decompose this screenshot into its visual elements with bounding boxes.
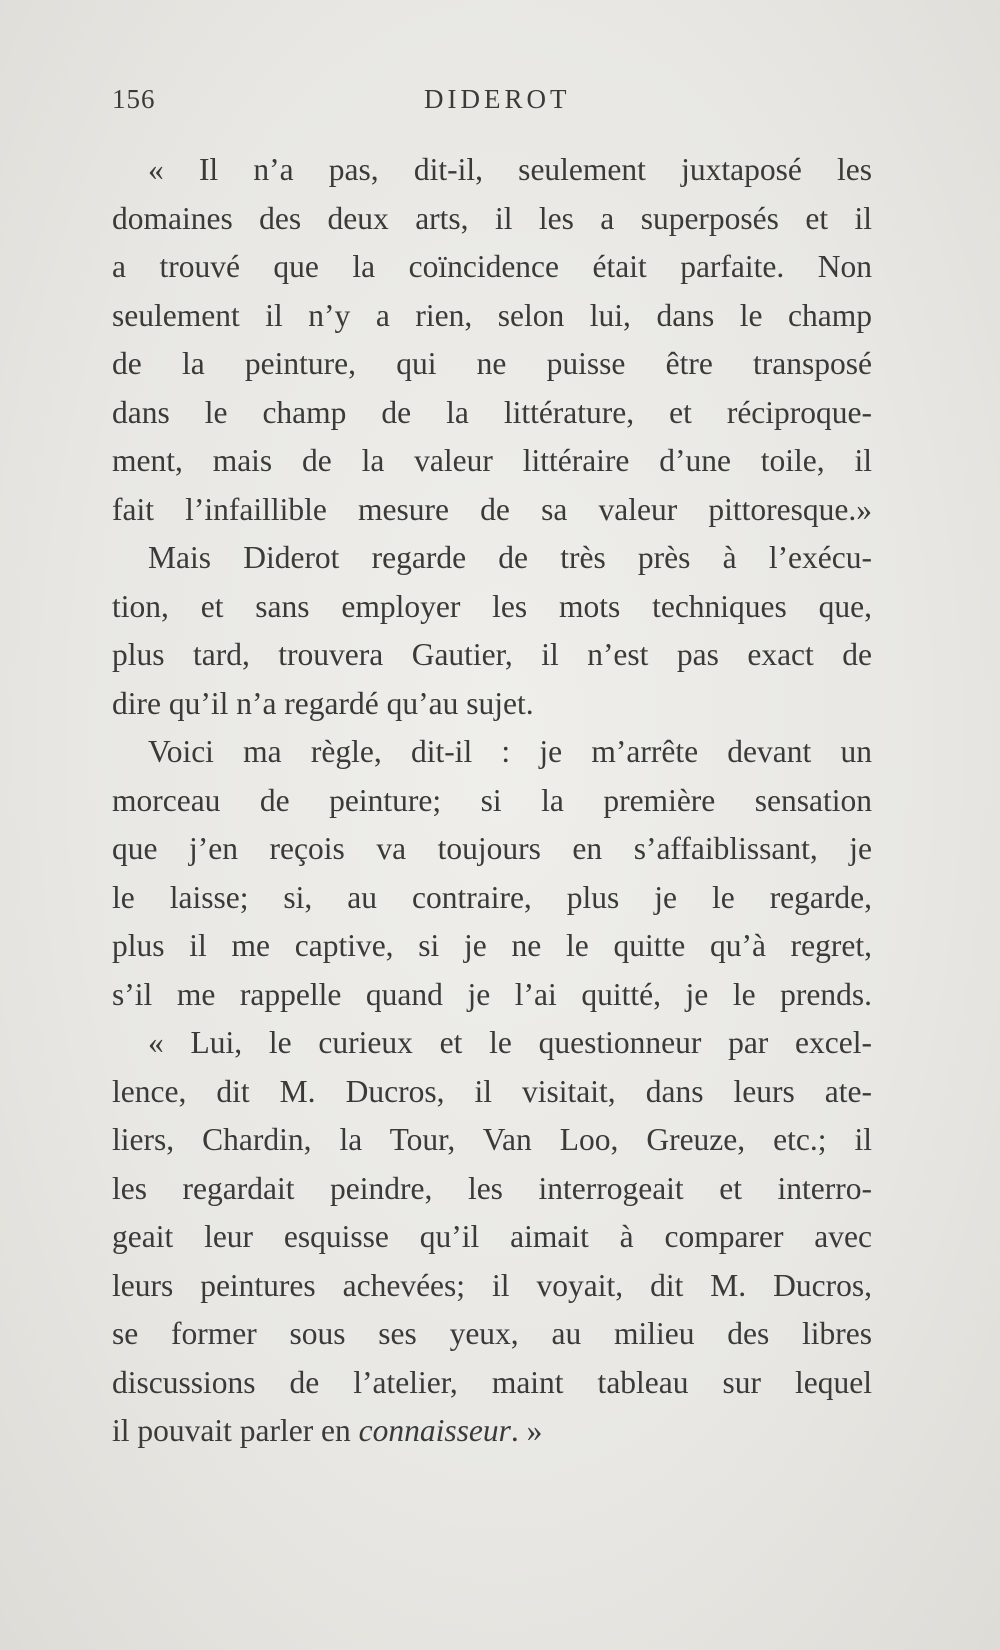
final-line-suffix: . » — [510, 1413, 543, 1448]
final-text-line — [112, 1407, 872, 1456]
text-line: discussions de l’atelier, maint tableau sur lequel — [112, 1364, 872, 1400]
text-line: morceau de peinture; si la première sensation — [112, 782, 872, 818]
text-line: « Il n’a pas, dit-il, seulement juxtaposé les — [148, 152, 872, 187]
text-line: dans le champ de la littérature, et réciproque- — [112, 394, 872, 430]
text-line: domaines des deux arts, il les a superposés et il — [112, 200, 872, 236]
running-title: DIDEROT — [424, 84, 571, 114]
text-line: s’il me rappelle quand je l’ai quitté, je le prends. — [112, 976, 872, 1012]
text-line: fait l’infaillible mesure de sa valeur pittoresque.» — [112, 491, 872, 527]
text-line: tion, et sans employer les mots techniques que, — [112, 588, 872, 624]
text-line: Mais Diderot regarde de très près à l’exécu- — [148, 540, 872, 575]
text-line: liers, Chardin, la Tour, Van Loo, Greuze, etc.; il — [112, 1122, 872, 1157]
text-line: plus tard, trouvera Gautier, il n’est pas exact de — [112, 637, 872, 672]
text-line: seulement il n’y a rien, selon lui, dans le champ — [112, 297, 872, 333]
text-line: les regardait peindre, les interrogeait et interro- — [112, 1170, 872, 1206]
text-line: de la peinture, qui ne puisse être transposé — [112, 346, 872, 381]
text-line: leurs peintures achevées; il voyait, dit M. Ducros, — [112, 1267, 872, 1303]
final-line-prefix: il pouvait parler en — [112, 1413, 359, 1448]
text-line: lence, dit M. Ducros, il visitait, dans leurs ate- — [112, 1073, 872, 1109]
text-line: geait leur esquisse qu’il aimait à comparer avec — [112, 1219, 872, 1254]
text-line: a trouvé que la coïncidence était parfaite. Non — [112, 249, 872, 284]
text-line: Voici ma règle, dit-il : je m’arrête devant un — [148, 734, 872, 769]
page-number: 156 — [112, 84, 156, 114]
text-line: se former sous ses yeux, au milieu des libres — [112, 1316, 872, 1351]
text-line: que j’en reçois va toujours en s’affaiblissant, je — [112, 831, 872, 866]
text-line: ment, mais de la valeur littéraire d’une toile, il — [112, 443, 872, 478]
emphasized-word: connaisseur — [358, 1413, 511, 1448]
text-line: le laisse; si, au contraire, plus je le regarde, — [112, 879, 872, 915]
text-line: « Lui, le curieux et le questionneur par excel- — [148, 1025, 872, 1060]
text-line: dire qu’il n’a regardé qu’au sujet. — [112, 685, 534, 721]
text-line: plus il me captive, si je ne le quitte qu’à regret, — [112, 928, 872, 963]
body-text — [112, 146, 872, 1456]
page-header — [112, 84, 872, 124]
